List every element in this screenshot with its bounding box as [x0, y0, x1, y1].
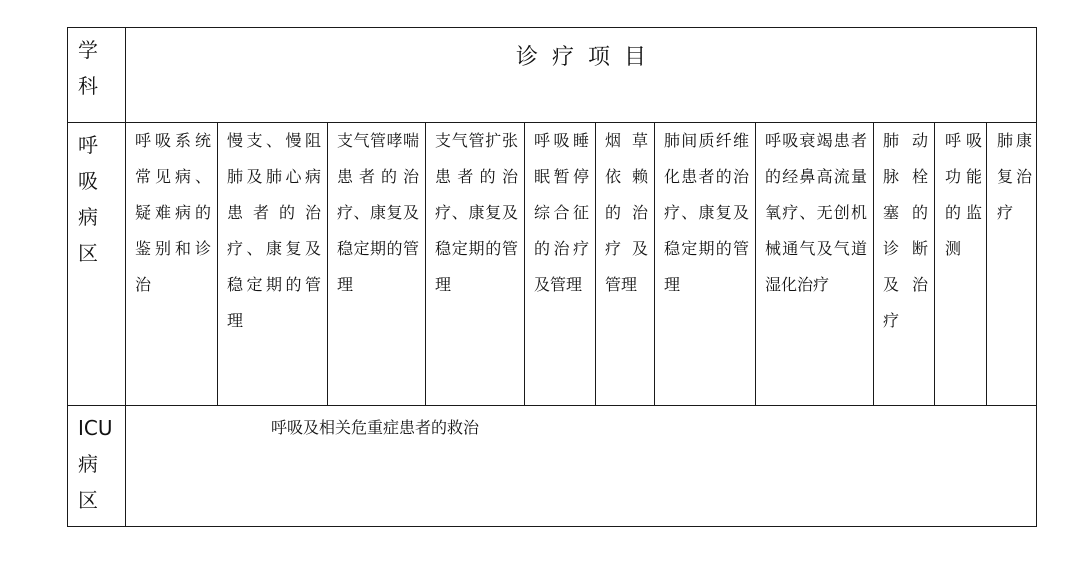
icu-ward-label-cell [68, 406, 126, 527]
icu-ward-row [68, 406, 1037, 527]
treatment-item-cell: 支气管扩张患者的治疗、康复及稳定期的管理 [426, 123, 525, 406]
ward-label-char: 呼 [78, 133, 98, 157]
treatment-item-cell: 呼吸系统常见病、疑难病的鉴别和诊治 [126, 123, 218, 406]
discipline-header-char: 科 [78, 74, 98, 98]
treatment-item-cell: 烟草依赖的治疗及管理 [596, 123, 655, 406]
ward-label-char: 病 [78, 452, 98, 476]
respiratory-ward-row [68, 123, 1037, 406]
treatment-item-cell: 肺康复治疗 [987, 123, 1037, 406]
treatment-table [67, 27, 1037, 527]
ward-label-char: ICU [78, 416, 113, 440]
icu-treatment-cell: 呼吸及相关危重症患者的救治 [126, 406, 1037, 527]
treatment-table-wrapper [67, 27, 1036, 526]
discipline-header-char: 学 [78, 38, 98, 62]
ward-label-char: 区 [78, 488, 98, 512]
ward-label-char: 区 [78, 241, 98, 265]
discipline-header-cell [68, 28, 126, 123]
ward-label-char: 病 [78, 205, 98, 229]
ward-label-char: 吸 [78, 169, 98, 193]
treatment-items-title-cell [126, 28, 1037, 123]
treatment-item-cell: 呼吸睡眠暂停综合征的治疗及管理 [525, 123, 596, 406]
header-row [68, 28, 1037, 123]
treatment-item-cell: 支气管哮喘患者的治疗、康复及稳定期的管理 [328, 123, 426, 406]
treatment-item-cell: 呼吸衰竭患者的经鼻高流量氧疗、无创机械通气及气道湿化治疗 [756, 123, 874, 406]
page-title: 诊疗项目 [516, 45, 661, 70]
respiratory-ward-label-cell [68, 123, 126, 406]
treatment-item-cell: 肺动脉栓塞的诊断及治疗 [874, 123, 935, 406]
treatment-item-cell: 肺间质纤维化患者的治疗、康复及稳定期的管理 [655, 123, 756, 406]
treatment-item-cell: 慢支、慢阻肺及肺心病患者的治疗、康复及稳定期的管理 [218, 123, 328, 406]
treatment-item-cell: 呼吸功能的监测 [935, 123, 987, 406]
